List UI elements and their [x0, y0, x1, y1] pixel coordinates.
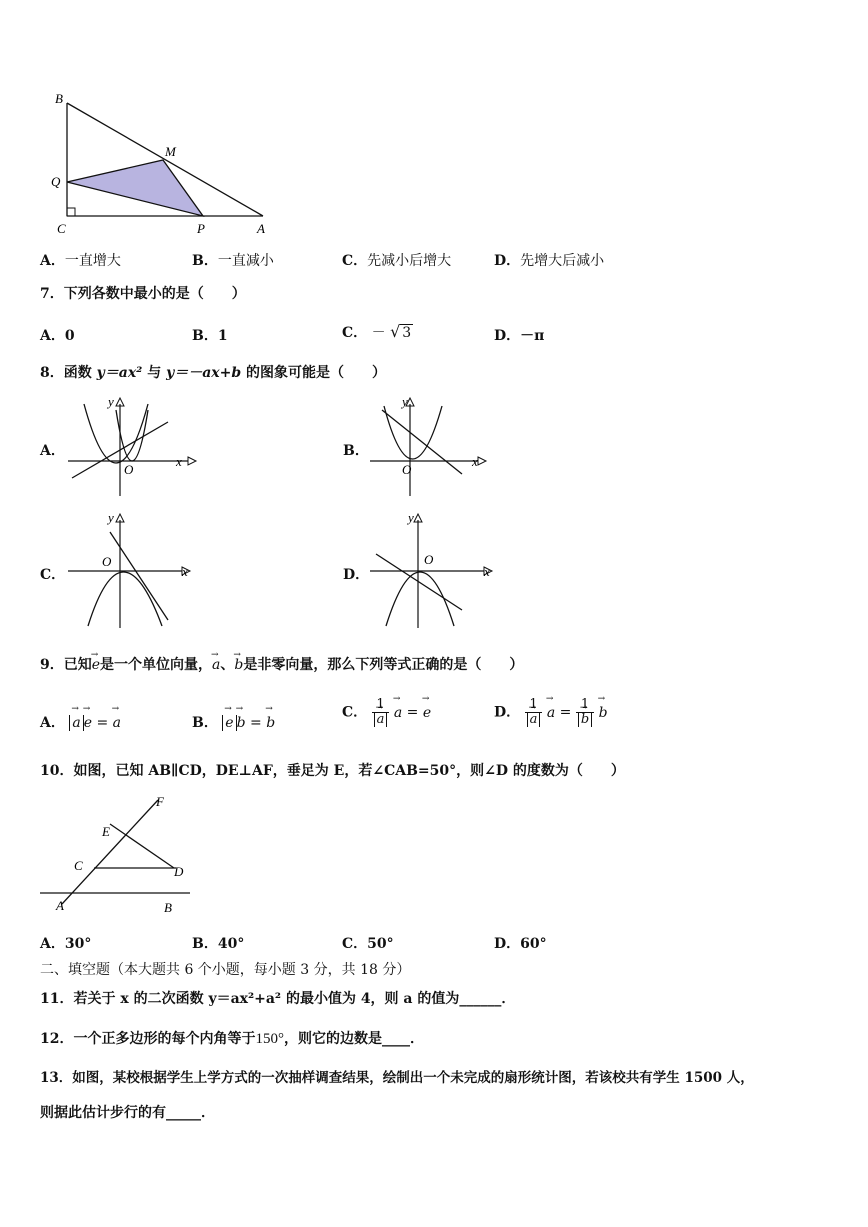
- q10-option-d[interactable]: D．60°: [494, 936, 547, 952]
- q8-stem: 8．函数 y＝ax² 与 y＝－ax+b 的图象可能是（ ）: [40, 365, 387, 381]
- q8-graph-a: [60, 392, 200, 504]
- q9-option-d[interactable]: D． 1 → a → a = 1 → b → b: [494, 698, 608, 727]
- q10-option-c[interactable]: C．50°: [342, 936, 394, 952]
- shaded-triangle: [67, 160, 203, 216]
- section-title-fill-in: 二、填空题（本大题共 6 个小题，每小题 3 分，共 18 分）: [40, 962, 411, 978]
- q7-option-d[interactable]: D．－π: [494, 328, 545, 344]
- q11-stem: 11．若关于 x 的二次函数 y＝ax²+a² 的最小值为 4，则 a 的值为______．: [40, 991, 516, 1007]
- svg-text:E: E: [102, 824, 110, 839]
- q9-option-a[interactable]: A． → a→ e = → a: [40, 712, 121, 732]
- q13-stem-line2: 则据此估计步行的有_____．: [40, 1105, 215, 1121]
- q7-option-b[interactable]: B．1: [192, 328, 228, 344]
- q6-option-c[interactable]: C．先减小后增大: [342, 253, 452, 269]
- q7-option-c[interactable]: C． － √ 3: [342, 322, 412, 341]
- label-M: M: [165, 144, 176, 159]
- q6-option-b[interactable]: B．一直减小: [192, 253, 274, 269]
- svg-text:O: O: [102, 554, 112, 569]
- sqrt-symbol: √: [390, 322, 401, 341]
- triangle-figure-q6: [45, 88, 285, 238]
- q8-graph-d: [362, 508, 502, 632]
- q10-option-a[interactable]: A．30°: [40, 936, 92, 952]
- svg-text:F: F: [156, 794, 164, 809]
- svg-text:y: y: [108, 394, 114, 409]
- q8-option-c-label[interactable]: C．: [40, 567, 66, 583]
- q8-option-d-label[interactable]: D．: [343, 567, 370, 583]
- q8-graph-c: [60, 508, 200, 632]
- svg-text:x: x: [176, 454, 182, 469]
- svg-text:x: x: [472, 454, 478, 469]
- label-Q: Q: [51, 174, 61, 189]
- q9-option-b[interactable]: B． → e→ b = → b: [192, 712, 275, 732]
- svg-text:x: x: [484, 564, 490, 579]
- q8-option-a-label[interactable]: A．: [40, 443, 65, 459]
- svg-text:y: y: [402, 394, 408, 409]
- q12-stem: 12．一个正多边形的每个内角等于150°，则它的边数是____．: [40, 1031, 424, 1047]
- svg-text:O: O: [402, 462, 412, 477]
- svg-text:O: O: [124, 462, 134, 477]
- q7-option-a[interactable]: A．0: [40, 328, 75, 344]
- q6-option-a[interactable]: A．一直增大: [40, 253, 121, 269]
- label-A: A: [257, 221, 265, 236]
- q7-stem: 7．下列各数中最小的是（ ）: [40, 286, 246, 302]
- q10-stem: 10．如图，已知 AB∥CD，DE⊥AF，垂足为 E，若∠CAB=50°，则∠D 的度数为（ ）: [40, 763, 625, 779]
- svg-text:A: A: [56, 898, 64, 913]
- q8-graph-b: [362, 392, 502, 504]
- q9-stem: 9．已知→ e是一个单位向量，→ a、→ b是非零向量，那么下列等式正确的是（ ）: [40, 656, 523, 674]
- svg-text:D: D: [174, 864, 184, 879]
- label-P: P: [197, 221, 205, 236]
- q6-option-d[interactable]: D．先增大后减小: [494, 253, 605, 269]
- svg-text:y: y: [108, 510, 114, 525]
- svg-text:O: O: [424, 552, 434, 567]
- label-B: B: [55, 91, 63, 106]
- parallel-lines-figure-q10: [40, 792, 200, 918]
- q8-option-b-label[interactable]: B．: [343, 443, 369, 459]
- q13-stem-line1: 13．如图，某校根据学生上学方式的一次抽样调查结果，绘制出一个未完成的扇形统计图，若该校共有学生 1500 人，: [40, 1070, 754, 1086]
- svg-text:C: C: [74, 858, 83, 873]
- label-C: C: [57, 221, 66, 236]
- svg-text:B: B: [164, 900, 172, 915]
- svg-text:y: y: [408, 510, 414, 525]
- q9-option-c[interactable]: C． 1 → a → a = → e: [342, 698, 431, 727]
- svg-text:x: x: [182, 564, 188, 579]
- q10-option-b[interactable]: B．40°: [192, 936, 245, 952]
